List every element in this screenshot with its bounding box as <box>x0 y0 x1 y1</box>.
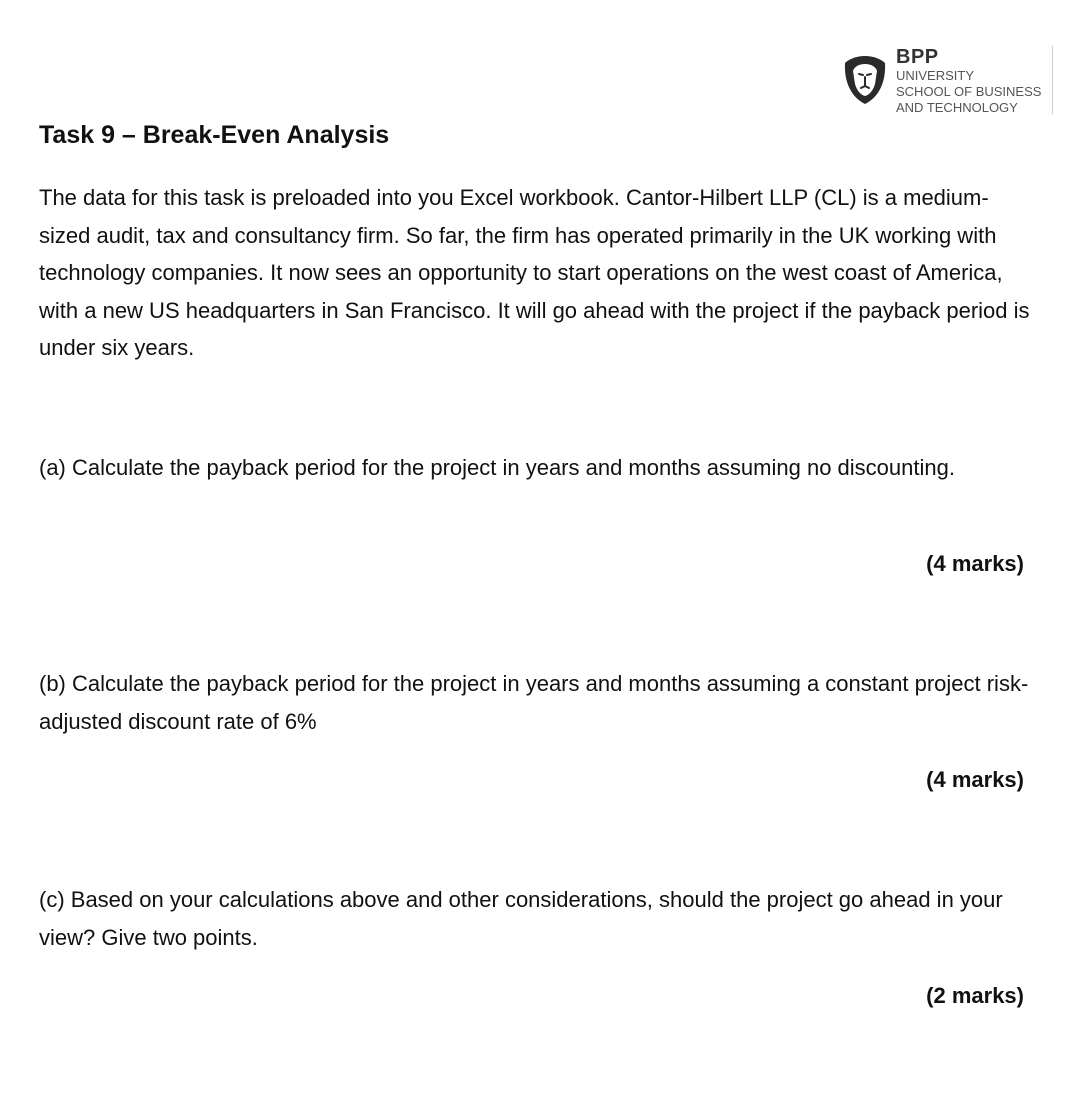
question-b-marks: (4 marks) <box>926 767 1024 792</box>
question-a-marks: (4 marks) <box>926 551 1024 576</box>
intro-paragraph: The data for this task is preloaded into you Excel workbook. Cantor-Hilbert LLP (CL) is a medium-sized audit, tax and consultancy firm. So far, the firm has operated primarily in the UK working with technology companies. It now sees an opportunity to start operations on the west coast of America, with a new US headquarters in San Francisco. It will go ahead with the project if the payback period is under six years. <box>39 185 1030 360</box>
question-c: (c) Based on your calculations above and other considerations, should the project go ahead in your view? Give two points. <box>39 887 1003 950</box>
logo-line-school: SCHOOL OF BUSINESS <box>896 84 1042 99</box>
lion-shield-icon <box>842 54 888 106</box>
question-a: (a) Calculate the payback period for the project in years and months assuming no discounting. <box>39 455 955 480</box>
page-title: Task 9 – Break-Even Analysis <box>39 121 390 149</box>
question-b: (b) Calculate the payback period for the project in years and months assuming a constant project risk-adjusted discount rate of 6% <box>39 671 1029 734</box>
logo-line-university: UNIVERSITY <box>896 68 975 83</box>
logo-line-technology: AND TECHNOLOGY <box>896 100 1018 115</box>
logo-brand: BPP <box>896 46 939 68</box>
bpp-logo <box>842 46 1053 116</box>
question-c-marks: (2 marks) <box>926 983 1024 1008</box>
